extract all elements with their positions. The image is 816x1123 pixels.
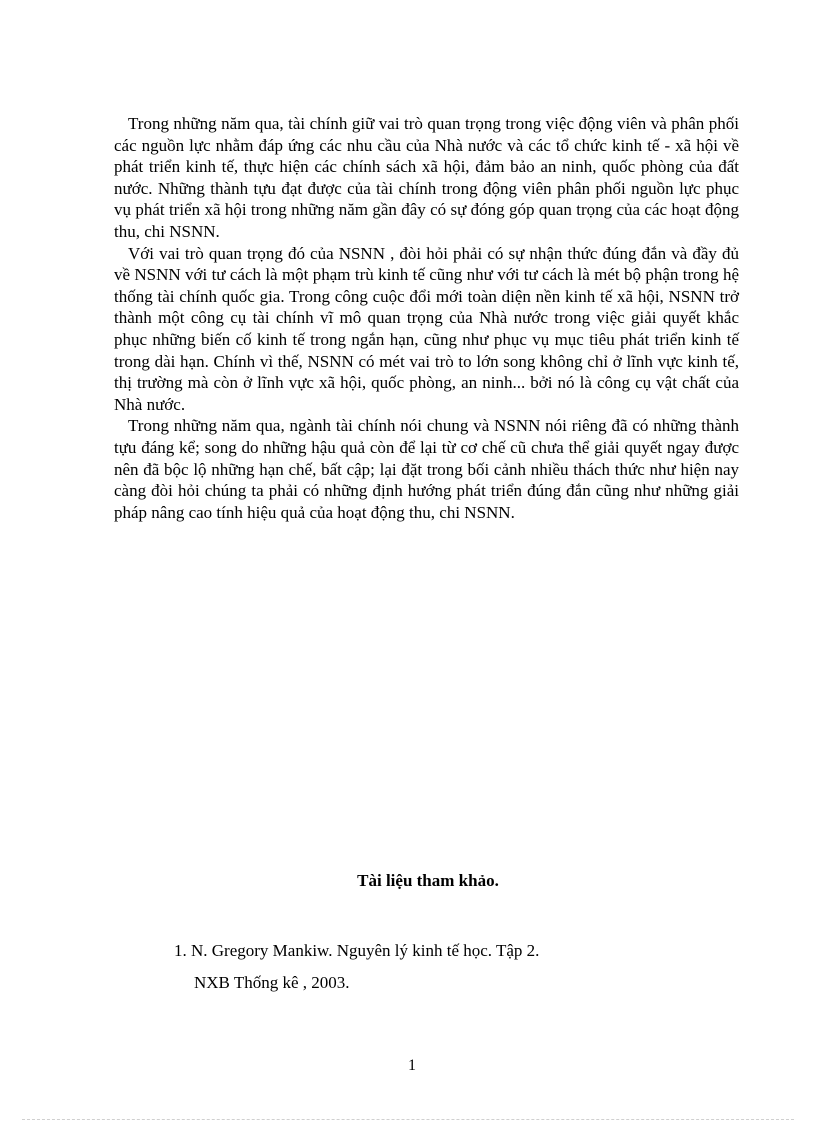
page-bottom-border	[22, 1119, 794, 1120]
paragraph-3: Trong những năm qua, ngành tài chính nói chung và NSNN nói riêng đã có những thành tựu đáng kể; song do những hậu quả còn để lại từ cơ chế cũ chưa thể giải quyết ngay được nên đã bộc lộ những hạn chế, bất cập; lại đặt trong bối cảnh nhiều thách thức như hiện nay càng đòi hỏi chúng ta phải có những định hướng phát triển đúng đắn cũng như những giải pháp nâng cao tính hiệu quả của hoạt động thu, chi NSNN.	[114, 416, 739, 522]
page-number: 1	[408, 1057, 416, 1074]
reference-item-1: 1. N. Gregory Mankiw. Nguyên lý kinh tế học. Tập 2.	[174, 941, 540, 960]
reference-item-1-publisher: NXB Thống kê , 2003.	[194, 973, 350, 992]
paragraph-1: Trong những năm qua, tài chính giữ vai trò quan trọng trong việc động viên và phân phối các nguồn lực nhằm đáp ứng các nhu cầu của Nhà nước và các tổ chức kinh tế - xã hội về phát triển kinh tế, thực hiện các chính sách xã hội, đảm bảo an ninh, quốc phòng của đất nước. Những thành tựu đạt được của tài chính trong động viên phân phối nguồn lực phục vụ phát triển xã hội trong những năm gần đây có sự đóng góp quan trọng của các hoạt động thu, chi NSNN.	[114, 114, 739, 241]
references-title: Tài liệu tham khảo.	[357, 871, 499, 890]
paragraph-2: Với vai trò quan trọng đó của NSNN , đòi hỏi phải có sự nhận thức đúng đắn và đầy đủ về NSNN với tư cách là một phạm trù kinh tế cũng như với tư cách là mét bộ phận trong hệ thống tài chính quốc gia. Trong công cuộc đổi mới toàn diện nền kinh tế xã hội, NSNN trở thành một công cụ tài chính vĩ mô quan trọng của Nhà nước trong việc giải quyết khắc phục những biến cố kinh tế trong ngắn hạn, cũng như phục vụ mục tiêu phát triển kinh tế trong dài hạn. Chính vì thế, NSNN có mét vai trò to lớn song không chỉ ở lĩnh vực kinh tế, thị trường mà còn ở lĩnh vực xã hội, quốc phòng, an ninh... bởi nó là công cụ vật chất của Nhà nước.	[114, 243, 739, 414]
body-text	[114, 113, 739, 523]
